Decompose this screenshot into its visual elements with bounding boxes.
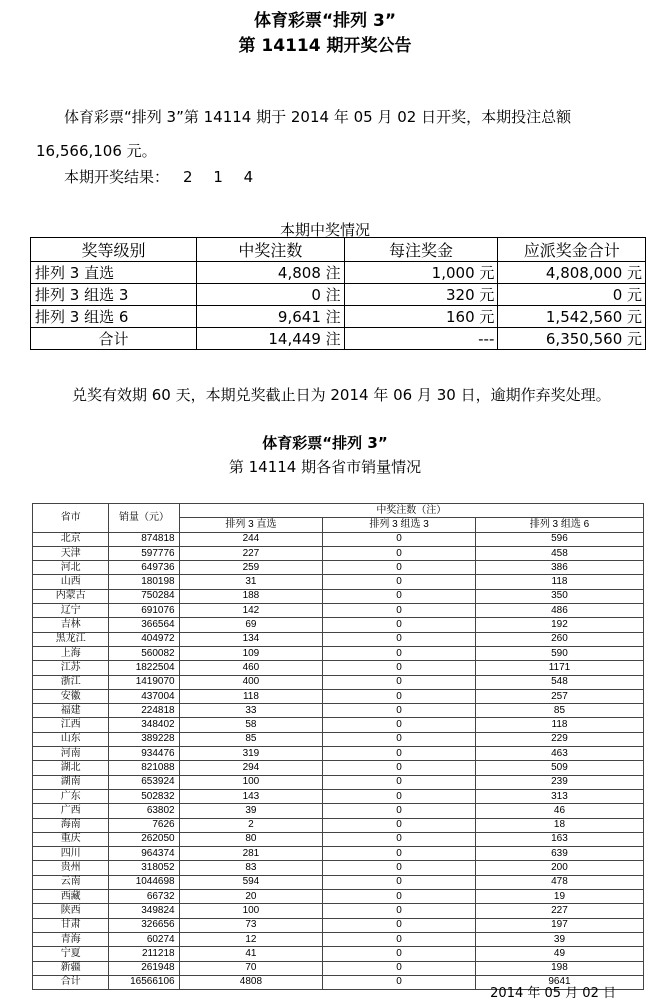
sales-cell-group3-count: 0 (323, 818, 476, 832)
sales-cell-direct-count: 142 (179, 604, 323, 618)
sales-row (33, 961, 644, 975)
sales-cell-sales-amount: 437004 (109, 689, 179, 703)
draw-result-digits: 2 1 4 (183, 168, 262, 186)
sales-cell-sales-amount: 750284 (109, 589, 179, 603)
sales-cell-sales-amount: 7626 (109, 818, 179, 832)
sales-cell-sales-amount: 66732 (109, 890, 179, 904)
sales-cell-group3-count: 0 (323, 661, 476, 675)
sales-header-winners: 中奖注数（注） (179, 504, 643, 518)
sales-cell-province: 吉林 (33, 618, 109, 632)
sales-cell-province: 青海 (33, 932, 109, 946)
sales-cell-group3-count: 0 (323, 732, 476, 746)
sales-row (33, 661, 644, 675)
prize-total: 4,808,000 元 (498, 262, 646, 284)
sales-cell-sales-amount: 934476 (109, 747, 179, 761)
sales-cell-group6-count: 548 (475, 675, 643, 689)
sales-row (33, 904, 644, 918)
sales-header-amount: 销量（元） (109, 504, 179, 533)
sales-row (33, 932, 644, 946)
sales-table (32, 503, 644, 990)
sales-cell-sales-amount: 211218 (109, 947, 179, 961)
prize-table-header-row (31, 238, 646, 262)
sales-cell-province: 四川 (33, 847, 109, 861)
sales-cell-province: 新疆 (33, 961, 109, 975)
sales-cell-group3-count: 0 (323, 704, 476, 718)
prize-amount: 320 元 (344, 284, 498, 306)
sales-cell-sales-amount: 964374 (109, 847, 179, 861)
sales-cell-direct-count: 188 (179, 589, 323, 603)
prize-total: 1,542,560 元 (498, 306, 646, 328)
sales-cell-sales-amount: 326656 (109, 918, 179, 932)
sales-cell-group3-count: 0 (323, 961, 476, 975)
sales-cell-group6-count: 49 (475, 947, 643, 961)
sales-cell-group6-count: 197 (475, 918, 643, 932)
prize-amount: 160 元 (344, 306, 498, 328)
sales-cell-province: 河南 (33, 747, 109, 761)
sales-cell-province: 宁夏 (33, 947, 109, 961)
sales-cell-group3-count: 0 (323, 918, 476, 932)
sales-cell-province: 海南 (33, 818, 109, 832)
sales-row (33, 689, 644, 703)
sales-cell-direct-count: 73 (179, 918, 323, 932)
sales-row (33, 546, 644, 560)
sales-cell-province: 贵州 (33, 861, 109, 875)
sales-cell-group6-count: 1171 (475, 661, 643, 675)
sales-title: 体育彩票“排列 3” (262, 434, 388, 452)
draw-result-label: 本期开奖结果： (64, 168, 170, 186)
sales-cell-direct-count: 20 (179, 890, 323, 904)
sales-cell-province: 西藏 (33, 890, 109, 904)
sales-cell-sales-amount: 874818 (109, 532, 179, 546)
prize-header-count: 中奖注数 (197, 238, 345, 262)
validity-paragraph: 兑奖有效期 60 天，本期兑奖截止日为 2014 年 06 月 30 日，逾期作弃奖处理。 (72, 386, 611, 404)
sales-cell-province: 江西 (33, 718, 109, 732)
sales-cell-group6-count: 458 (475, 546, 643, 560)
sales-cell-group6-count: 463 (475, 747, 643, 761)
sales-cell-direct-count: 143 (179, 789, 323, 803)
sales-cell-direct-count: 294 (179, 761, 323, 775)
sales-cell-group3-count: 0 (323, 604, 476, 618)
sales-cell-group3-count: 0 (323, 646, 476, 660)
sales-cell-sales-amount: 389228 (109, 732, 179, 746)
sales-cell-group3-count: 0 (323, 618, 476, 632)
sales-cell-group6-count: 46 (475, 804, 643, 818)
sales-subheader-group3: 排列 3 组选 3 (323, 518, 476, 532)
sales-cell-group3-count: 0 (323, 904, 476, 918)
sales-cell-group3-count: 0 (323, 890, 476, 904)
sales-cell-group3-count: 0 (323, 761, 476, 775)
sales-cell-group3-count: 0 (323, 632, 476, 646)
sales-row (33, 718, 644, 732)
prize-header-total: 应派奖金合计 (498, 238, 646, 262)
announcement-title: 体育彩票“排列 3” (253, 11, 397, 31)
sales-row (33, 675, 644, 689)
sales-cell-province: 合计 (33, 975, 109, 989)
sales-cell-group6-count: 118 (475, 718, 643, 732)
sales-row (33, 918, 644, 932)
sales-cell-group6-count: 39 (475, 932, 643, 946)
sales-cell-group6-count: 350 (475, 589, 643, 603)
sales-cell-province: 山东 (33, 732, 109, 746)
prize-level: 合计 (31, 328, 197, 350)
sales-cell-group6-count: 386 (475, 561, 643, 575)
announcement-paragraph: 体育彩票“排列 3”第 14114 期于 2014 年 05 月 02 日开奖，本期投注总额 16,566,106 元。 (36, 108, 572, 160)
sales-row (33, 532, 644, 546)
sales-cell-province: 上海 (33, 646, 109, 660)
sales-row (33, 761, 644, 775)
sales-row (33, 646, 644, 660)
sales-subheader-direct: 排列 3 直选 (179, 518, 323, 532)
sales-cell-group3-count: 0 (323, 561, 476, 575)
prize-table-title: 本期中奖情况 (279, 221, 370, 239)
sales-cell-province: 重庆 (33, 832, 109, 846)
sales-cell-province: 湖北 (33, 761, 109, 775)
sales-cell-group3-count: 0 (323, 789, 476, 803)
sales-cell-direct-count: 4808 (179, 975, 323, 989)
sales-cell-sales-amount: 821088 (109, 761, 179, 775)
sales-cell-direct-count: 39 (179, 804, 323, 818)
sales-cell-sales-amount: 1419070 (109, 675, 179, 689)
sales-cell-direct-count: 594 (179, 875, 323, 889)
prize-count: 4,808 注 (197, 262, 345, 284)
sales-cell-group6-count: 9641 (475, 975, 643, 989)
sales-cell-group3-count: 0 (323, 546, 476, 560)
sales-table-body (33, 532, 644, 990)
sales-cell-sales-amount: 691076 (109, 604, 179, 618)
sales-cell-group6-count: 227 (475, 904, 643, 918)
sales-row (33, 875, 644, 889)
sales-cell-sales-amount: 649736 (109, 561, 179, 575)
sales-cell-province: 湖南 (33, 775, 109, 789)
sales-cell-province: 陕西 (33, 904, 109, 918)
sales-cell-sales-amount: 560082 (109, 646, 179, 660)
sales-cell-group3-count: 0 (323, 861, 476, 875)
prize-header-level: 奖等级别 (31, 238, 197, 262)
sales-cell-sales-amount: 404972 (109, 632, 179, 646)
sales-cell-group6-count: 200 (475, 861, 643, 875)
sales-cell-province: 黑龙江 (33, 632, 109, 646)
prize-level: 排列 3 组选 3 (31, 284, 197, 306)
sales-cell-group6-count: 198 (475, 961, 643, 975)
sales-cell-province: 江苏 (33, 661, 109, 675)
sales-cell-group6-count: 192 (475, 618, 643, 632)
sales-cell-direct-count: 80 (179, 832, 323, 846)
sales-cell-sales-amount: 180198 (109, 575, 179, 589)
sales-cell-direct-count: 31 (179, 575, 323, 589)
sales-cell-group3-count: 0 (323, 832, 476, 846)
sales-cell-direct-count: 85 (179, 732, 323, 746)
sales-cell-sales-amount: 1822504 (109, 661, 179, 675)
sales-cell-province: 云南 (33, 875, 109, 889)
sales-cell-province: 安徽 (33, 689, 109, 703)
sales-cell-group6-count: 260 (475, 632, 643, 646)
draw-result (64, 166, 261, 187)
sales-cell-sales-amount: 366564 (109, 618, 179, 632)
sales-cell-group3-count: 0 (323, 589, 476, 603)
sales-cell-sales-amount: 653924 (109, 775, 179, 789)
sales-cell-group6-count: 19 (475, 890, 643, 904)
sales-row (33, 704, 644, 718)
sales-row (33, 947, 644, 961)
sales-cell-province: 内蒙古 (33, 589, 109, 603)
sales-cell-sales-amount: 16566106 (109, 975, 179, 989)
sales-cell-direct-count: 118 (179, 689, 323, 703)
sales-cell-group6-count: 18 (475, 818, 643, 832)
sales-cell-group6-count: 257 (475, 689, 643, 703)
sales-cell-province: 浙江 (33, 675, 109, 689)
sales-cell-group6-count: 590 (475, 646, 643, 660)
sales-row (33, 618, 644, 632)
prize-table (30, 237, 646, 350)
sales-cell-group3-count: 0 (323, 875, 476, 889)
sales-cell-group6-count: 596 (475, 532, 643, 546)
sales-cell-sales-amount: 1044698 (109, 875, 179, 889)
sales-row (33, 747, 644, 761)
sales-cell-sales-amount: 597776 (109, 546, 179, 560)
sales-cell-province: 天津 (33, 546, 109, 560)
sales-cell-group6-count: 85 (475, 704, 643, 718)
sales-cell-group6-count: 118 (475, 575, 643, 589)
sales-cell-group3-count: 0 (323, 747, 476, 761)
prize-amount: 1,000 元 (344, 262, 498, 284)
sales-row (33, 775, 644, 789)
sales-cell-sales-amount: 63802 (109, 804, 179, 818)
sales-cell-direct-count: 2 (179, 818, 323, 832)
sales-cell-sales-amount: 348402 (109, 718, 179, 732)
prize-count: 0 注 (197, 284, 345, 306)
sales-row (33, 818, 644, 832)
sales-subtitle: 第 14114 期各省市销量情况 (228, 458, 422, 476)
sales-cell-province: 广东 (33, 789, 109, 803)
sales-cell-direct-count: 134 (179, 632, 323, 646)
sales-cell-direct-count: 33 (179, 704, 323, 718)
sales-cell-group3-count: 0 (323, 689, 476, 703)
sales-cell-group3-count: 0 (323, 932, 476, 946)
sales-cell-direct-count: 460 (179, 661, 323, 675)
sales-cell-direct-count: 70 (179, 961, 323, 975)
prize-row (31, 284, 646, 306)
sales-cell-group6-count: 313 (475, 789, 643, 803)
sales-row (33, 804, 644, 818)
sales-cell-sales-amount: 224818 (109, 704, 179, 718)
sales-cell-group6-count: 486 (475, 604, 643, 618)
sales-row (33, 861, 644, 875)
sales-cell-province: 辽宁 (33, 604, 109, 618)
prize-total: 0 元 (498, 284, 646, 306)
sales-cell-direct-count: 12 (179, 932, 323, 946)
footer-date: 2014 年 05 月 02 日 (490, 986, 616, 1001)
sales-cell-province: 河北 (33, 561, 109, 575)
sales-cell-direct-count: 41 (179, 947, 323, 961)
sales-row (33, 604, 644, 618)
sales-cell-sales-amount: 502832 (109, 789, 179, 803)
prize-amount: --- (344, 328, 498, 350)
sales-row (33, 575, 644, 589)
sales-cell-group3-count: 0 (323, 675, 476, 689)
sales-cell-group3-count: 0 (323, 775, 476, 789)
sales-cell-group3-count: 0 (323, 847, 476, 861)
sales-cell-province: 山西 (33, 575, 109, 589)
sales-cell-group6-count: 239 (475, 775, 643, 789)
sales-cell-group6-count: 478 (475, 875, 643, 889)
prize-count: 9,641 注 (197, 306, 345, 328)
prize-header-amount: 每注奖金 (344, 238, 498, 262)
sales-cell-direct-count: 244 (179, 532, 323, 546)
sales-cell-province: 广西 (33, 804, 109, 818)
sales-cell-direct-count: 227 (179, 546, 323, 560)
sales-cell-province: 甘肃 (33, 918, 109, 932)
sales-cell-group3-count: 0 (323, 947, 476, 961)
sales-cell-direct-count: 109 (179, 646, 323, 660)
sales-cell-group6-count: 163 (475, 832, 643, 846)
sales-row (33, 589, 644, 603)
sales-subheader-group6: 排列 3 组选 6 (475, 518, 643, 532)
sales-cell-sales-amount: 262050 (109, 832, 179, 846)
sales-cell-direct-count: 58 (179, 718, 323, 732)
prize-row (31, 262, 646, 284)
sales-row (33, 832, 644, 846)
sales-cell-sales-amount: 349824 (109, 904, 179, 918)
prize-total-row (31, 328, 646, 350)
prize-total: 6,350,560 元 (498, 328, 646, 350)
sales-row (33, 561, 644, 575)
sales-cell-direct-count: 400 (179, 675, 323, 689)
sales-cell-group3-count: 0 (323, 532, 476, 546)
sales-cell-group3-count: 0 (323, 804, 476, 818)
prize-level: 排列 3 直选 (31, 262, 197, 284)
sales-cell-province: 北京 (33, 532, 109, 546)
sales-cell-direct-count: 100 (179, 775, 323, 789)
sales-cell-direct-count: 83 (179, 861, 323, 875)
sales-cell-direct-count: 281 (179, 847, 323, 861)
announcement-subtitle: 第 14114 期开奖公告 (238, 36, 412, 56)
prize-count: 14,449 注 (197, 328, 345, 350)
sales-cell-group6-count: 229 (475, 732, 643, 746)
sales-row (33, 732, 644, 746)
sales-header-row (33, 504, 644, 518)
sales-cell-direct-count: 259 (179, 561, 323, 575)
sales-header-province: 省市 (33, 504, 109, 533)
sales-cell-direct-count: 69 (179, 618, 323, 632)
sales-row (33, 632, 644, 646)
sales-cell-province: 福建 (33, 704, 109, 718)
sales-cell-sales-amount: 318052 (109, 861, 179, 875)
sales-row (33, 890, 644, 904)
sales-cell-direct-count: 319 (179, 747, 323, 761)
sales-cell-sales-amount: 261948 (109, 961, 179, 975)
sales-cell-group6-count: 639 (475, 847, 643, 861)
sales-cell-group6-count: 509 (475, 761, 643, 775)
sales-cell-sales-amount: 60274 (109, 932, 179, 946)
prize-level: 排列 3 组选 6 (31, 306, 197, 328)
sales-cell-group3-count: 0 (323, 575, 476, 589)
prize-row (31, 306, 646, 328)
sales-cell-direct-count: 100 (179, 904, 323, 918)
sales-cell-group3-count: 0 (323, 975, 476, 989)
sales-row (33, 789, 644, 803)
sales-row (33, 847, 644, 861)
sales-cell-group3-count: 0 (323, 718, 476, 732)
